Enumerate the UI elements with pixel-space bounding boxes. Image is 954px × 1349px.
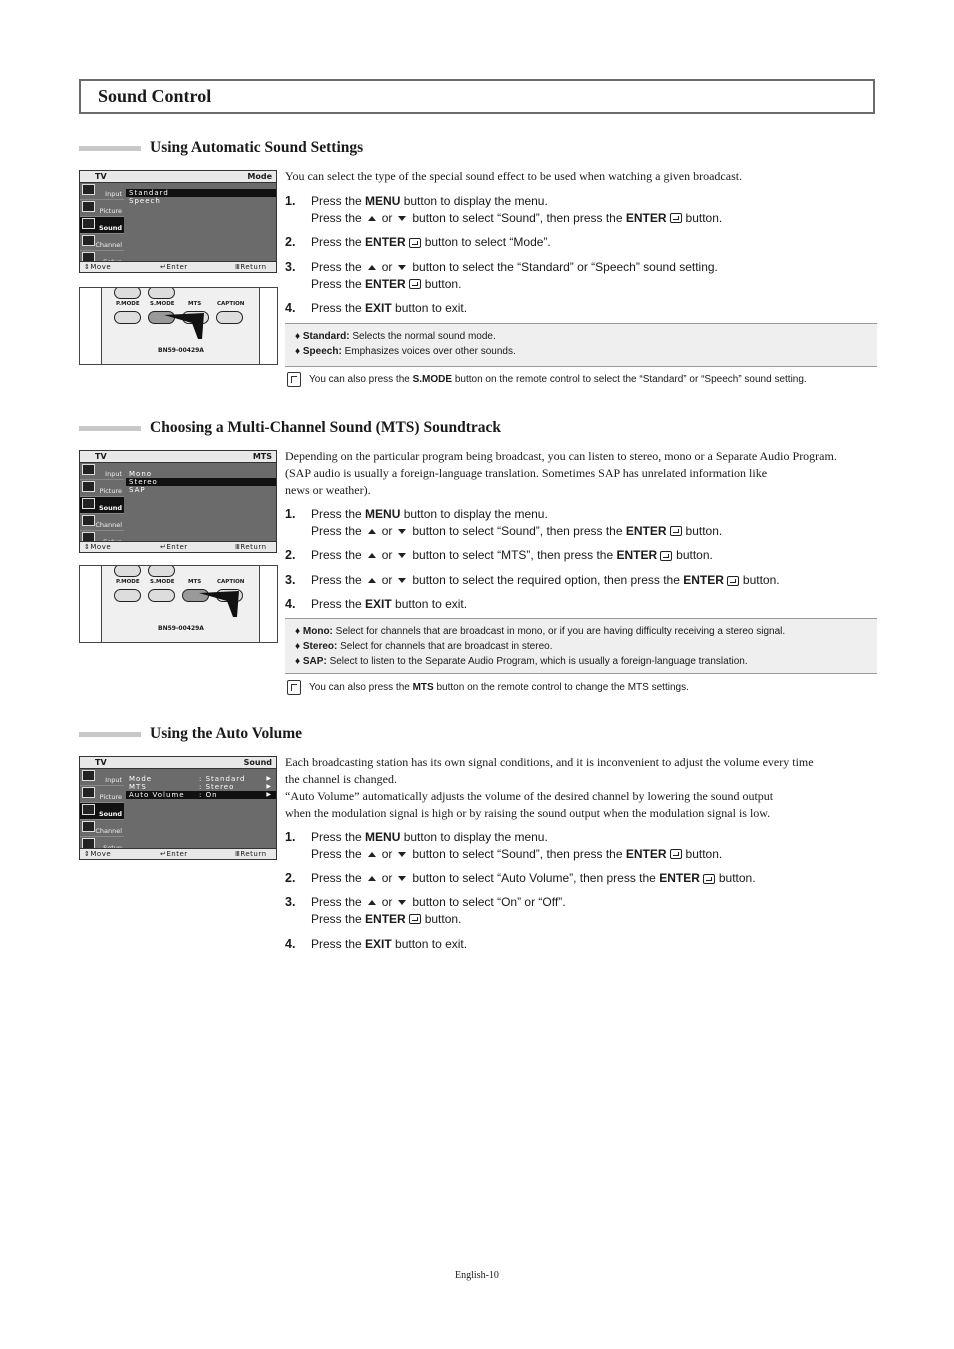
- step-text-part: button to select “MTS”, then press the: [412, 548, 617, 562]
- side-label: Channel: [95, 241, 122, 249]
- down-arrow-icon: [398, 852, 406, 857]
- menu-key: MENU: [365, 830, 401, 844]
- step-text: [311, 829, 722, 862]
- tv-label: TV: [95, 172, 107, 181]
- enter-label: Enter: [166, 850, 188, 858]
- step-text-part: Press the: [311, 194, 366, 208]
- input-icon: [82, 464, 95, 475]
- step-text-part: Press the: [311, 523, 362, 538]
- input-icon: [82, 770, 95, 781]
- step-text-part: Press the: [311, 937, 366, 951]
- step-text-part: Press the: [311, 210, 362, 225]
- note-item: ♦ Standard: Selects the normal sound mode.: [295, 331, 496, 342]
- return-label: Return: [240, 543, 267, 551]
- note-key: SAP:: [302, 656, 327, 667]
- step-text: [311, 547, 713, 564]
- step-text-part: or: [381, 260, 393, 274]
- step-text-part: Press the: [311, 911, 366, 926]
- enter-icon: [409, 914, 421, 924]
- row-value: : On: [199, 791, 218, 799]
- enter-key: ENTER: [625, 523, 667, 538]
- step-text: [311, 894, 566, 927]
- exit-key: EXIT: [365, 301, 392, 315]
- note-value: Select for channels that are broadcast in stereo.: [337, 641, 553, 652]
- down-arrow-icon: [398, 876, 406, 881]
- intro-line: news or weather).: [285, 483, 371, 497]
- step-text-part: Press the: [311, 235, 366, 249]
- return-hint: ⅢReturn: [235, 263, 267, 271]
- step-number: 3.: [285, 573, 296, 587]
- step-text-part: button to select “Sound”, then press the: [412, 210, 626, 225]
- down-arrow-icon: [398, 265, 406, 270]
- side-label: Picture: [99, 793, 122, 801]
- up-arrow-icon: [368, 553, 376, 558]
- enter-icon: [409, 238, 421, 248]
- up-arrow-icon: [368, 265, 376, 270]
- remote-body: [101, 565, 260, 643]
- step-text-part: button.: [685, 846, 723, 861]
- step-text-part: button to display the menu.: [400, 507, 548, 521]
- speaker-icon: [82, 498, 95, 509]
- step-text-part: button.: [676, 548, 713, 562]
- side-item-picture: [80, 200, 124, 217]
- remote-label: MTS: [188, 579, 202, 585]
- step-text: [311, 596, 467, 613]
- side-item-channel: [80, 234, 124, 251]
- side-label: Sound: [98, 224, 122, 232]
- enter-key: ENTER: [659, 871, 700, 885]
- step-number: 1.: [285, 194, 296, 208]
- row-key: MTS: [129, 783, 147, 791]
- remote-image-smode: [79, 287, 278, 365]
- section-heading-text: Using Automatic Sound Settings: [150, 139, 364, 156]
- step-text-part: or: [381, 846, 393, 861]
- menu-title: Sound: [243, 758, 272, 767]
- down-arrow-icon: [398, 553, 406, 558]
- side-label: Picture: [99, 207, 122, 215]
- tv-side-menu: [80, 769, 124, 854]
- note-value: Select for channels that are broadcast in mono, or if you are having difficulty receiving a stereo signal.: [332, 626, 786, 637]
- menu-option: Mono: [129, 470, 153, 478]
- intro-line: (SAP audio is usually a foreign-language translation. Sometimes SAP has unrelated information like: [285, 466, 768, 480]
- remote-label: CAPTION: [217, 579, 245, 585]
- return-label: Return: [240, 263, 267, 271]
- exit-key: EXIT: [365, 937, 392, 951]
- antenna-icon: [82, 515, 95, 526]
- enter-key: ENTER: [365, 235, 406, 249]
- move-label: Move: [90, 543, 112, 551]
- step-text-part: button to display the menu.: [400, 830, 548, 844]
- return-hint: ⅢReturn: [235, 850, 267, 858]
- tip-text: You can also press the: [309, 374, 413, 386]
- step-text-part: button to select “Sound”, then press the: [412, 846, 626, 861]
- enter-key: ENTER: [683, 573, 724, 587]
- note-key: Speech:: [302, 346, 342, 357]
- side-item-channel: [80, 514, 124, 531]
- picture-icon: [82, 201, 95, 212]
- speaker-icon: [82, 804, 95, 815]
- remote-label: S.MODE: [150, 579, 175, 585]
- step-number: 3.: [285, 260, 296, 274]
- speaker-icon: [82, 218, 95, 229]
- intro-line: the channel is changed.: [285, 772, 397, 786]
- menu-title: Mode: [247, 172, 272, 181]
- enter-hint: ↵Enter: [160, 263, 188, 271]
- row-key: Mode: [129, 775, 153, 783]
- step-text-part: or: [381, 573, 393, 587]
- side-label: Input: [105, 190, 122, 198]
- note-icon: [287, 372, 301, 387]
- step-text-part: or: [381, 895, 393, 909]
- tv-main-menu: [126, 189, 276, 205]
- up-arrow-icon: [368, 852, 376, 857]
- side-label: Input: [105, 776, 122, 784]
- step-text: [311, 936, 467, 953]
- step-number: 4.: [285, 597, 296, 611]
- step-text: [311, 234, 551, 251]
- remote-button: [114, 589, 141, 602]
- up-arrow-icon: [368, 876, 376, 881]
- remote-label: CAPTION: [217, 301, 245, 307]
- down-arrow-icon: [398, 216, 406, 221]
- remote-model: BN59-00429A: [158, 625, 204, 632]
- enter-icon: [670, 213, 682, 223]
- step-text-part: button.: [685, 523, 723, 538]
- step-text-part: or: [381, 210, 393, 225]
- step-number: 4.: [285, 301, 296, 315]
- remote-label: S.MODE: [150, 301, 175, 307]
- menu-title: MTS: [252, 452, 272, 461]
- move-hint: ⇕Move: [84, 263, 112, 271]
- step-text-part: Press the: [311, 830, 366, 844]
- mts-key: MTS: [412, 682, 434, 694]
- row-value: : Stereo: [199, 783, 235, 791]
- enter-icon: [727, 576, 739, 586]
- side-item-sound: [80, 217, 124, 234]
- down-arrow-icon: [398, 529, 406, 534]
- heading-bar: [79, 426, 141, 431]
- options-note: [285, 323, 877, 367]
- enter-key: ENTER: [365, 911, 406, 926]
- enter-icon: [660, 551, 672, 561]
- enter-icon: [703, 874, 715, 884]
- remote-button: [114, 311, 141, 324]
- step-text-part: button to select the “Standard” or “Speech” sound setting.: [412, 260, 718, 274]
- step-text-part: button to select “On” or “Off”.: [412, 895, 566, 909]
- side-item-sound: [80, 497, 124, 514]
- step-text-part: Press the: [311, 846, 362, 861]
- step-text-part: button to exit.: [391, 301, 468, 315]
- side-item-input: [80, 183, 124, 200]
- side-label: Input: [105, 470, 122, 478]
- note-icon: [287, 680, 301, 695]
- page-title: Sound Control: [98, 86, 212, 106]
- section-intro: [285, 754, 875, 822]
- note-item: ♦ Stereo: Select for channels that are broadcast in stereo.: [295, 641, 553, 652]
- remote-button: [148, 589, 175, 602]
- step-text-part: button.: [742, 573, 780, 587]
- side-item-picture: [80, 480, 124, 497]
- tip-note: [287, 372, 807, 387]
- intro-line: “Auto Volume” automatically adjusts the volume of the desired channel by lowering the sound output: [285, 789, 774, 803]
- move-hint: ⇕Move: [84, 543, 112, 551]
- step-text-part: button to exit.: [391, 597, 468, 611]
- step-text-part: button to exit.: [391, 937, 468, 951]
- row-key: Auto Volume: [129, 791, 185, 799]
- step-text-part: button.: [424, 911, 462, 926]
- page-footer: English-10: [455, 1270, 499, 1281]
- intro-line: when the modulation signal is high or by raising the sound output when the modulation signal is low.: [285, 806, 771, 820]
- side-label: Channel: [95, 827, 122, 835]
- step-text-part: or: [381, 871, 393, 885]
- tv-side-menu: [80, 463, 124, 548]
- step-text-part: or: [381, 523, 393, 538]
- side-item-input: [80, 769, 124, 786]
- tv-bottom-bar: [80, 541, 276, 552]
- up-arrow-icon: [368, 578, 376, 583]
- remote-button: [148, 565, 175, 577]
- tv-label: TV: [95, 452, 107, 461]
- step-text: [311, 506, 722, 539]
- menu-option: Speech: [129, 197, 161, 205]
- input-icon: [82, 184, 95, 195]
- side-item-input: [80, 463, 124, 480]
- step-text-part: Press the: [311, 276, 366, 291]
- return-label: Return: [240, 850, 267, 858]
- note-item: ♦ Mono: Select for channels that are broadcast in mono, or if you are having difficulty receiving a stereo signal.: [295, 626, 786, 637]
- tv-label: TV: [95, 758, 107, 767]
- remote-button: [216, 311, 243, 324]
- step-text-part: button.: [424, 276, 462, 291]
- side-label: Sound: [98, 810, 122, 818]
- note-value: Emphasizes voices over other sounds.: [341, 346, 516, 357]
- enter-icon: [670, 526, 682, 536]
- step-text-part: Press the: [311, 507, 366, 521]
- heading-bar: [79, 732, 141, 737]
- step-text-part: button.: [718, 871, 756, 885]
- section-heading-text: Choosing a Multi-Channel Sound (MTS) Soundtrack: [150, 419, 501, 436]
- step-text-part: Press the: [311, 301, 366, 315]
- move-label: Move: [90, 263, 112, 271]
- arrow-right-icon: ▶: [266, 791, 272, 798]
- menu-row: [126, 791, 276, 799]
- arrow-right-icon: ▶: [266, 775, 272, 782]
- tip-text: button on the remote control to change the MTS settings.: [433, 682, 689, 694]
- step-number: 2.: [285, 871, 296, 885]
- note-value: Selects the normal sound mode.: [349, 331, 496, 342]
- hand-pointer-icon: [162, 311, 212, 341]
- up-arrow-icon: [368, 900, 376, 905]
- tv-main-menu: [126, 775, 276, 799]
- step-text: [311, 572, 780, 589]
- step-text-part: button to select “Auto Volume”, then press the: [412, 871, 660, 885]
- step-number: 3.: [285, 895, 296, 909]
- note-key: Mono:: [302, 626, 333, 637]
- step-number: 2.: [285, 548, 296, 562]
- page-title-box: [79, 79, 875, 114]
- return-hint: ⅢReturn: [235, 543, 267, 551]
- intro-line: Depending on the particular program being broadcast, you can listen to stereo, mono or a Separate Audio Program.: [285, 449, 837, 463]
- step-text-part: Press the: [311, 573, 362, 587]
- enter-key: ENTER: [625, 210, 667, 225]
- menu-option: SAP: [129, 486, 146, 494]
- picture-icon: [82, 787, 95, 798]
- note-item: ♦ Speech: Emphasizes voices over other sounds.: [295, 346, 516, 357]
- menu-key: MENU: [365, 507, 401, 521]
- step-text-part: Press the: [311, 260, 362, 274]
- up-arrow-icon: [368, 216, 376, 221]
- tv-main-menu: [126, 470, 276, 494]
- section-heading-text: Using the Auto Volume: [150, 725, 303, 742]
- step-text-part: Press the: [311, 871, 362, 885]
- step-text-part: button to select “Mode”.: [424, 235, 551, 249]
- remote-button: [114, 565, 141, 577]
- step-text-part: Press the: [311, 548, 362, 562]
- antenna-icon: [82, 821, 95, 832]
- remote-image-mts: [79, 565, 278, 643]
- note-value: Select to listen to the Separate Audio Program, which is usually a foreign-language translation.: [326, 656, 748, 667]
- exit-key: EXIT: [365, 597, 392, 611]
- step-text-part: button.: [685, 210, 723, 225]
- hand-pointer-icon: [197, 589, 247, 619]
- enter-icon: [670, 849, 682, 859]
- side-item-channel: [80, 820, 124, 837]
- step-number: 1.: [285, 830, 296, 844]
- step-number: 4.: [285, 937, 296, 951]
- remote-button: [148, 287, 175, 299]
- remote-model: BN59-00429A: [158, 347, 204, 354]
- down-arrow-icon: [398, 900, 406, 905]
- enter-hint: ↵Enter: [160, 543, 188, 551]
- remote-label: P.MODE: [116, 301, 140, 307]
- menu-row: [126, 783, 276, 791]
- side-item-sound: [80, 803, 124, 820]
- side-item-picture: [80, 786, 124, 803]
- up-arrow-icon: [368, 529, 376, 534]
- menu-key: MENU: [365, 194, 401, 208]
- enter-key: ENTER: [616, 548, 658, 562]
- tv-bottom-bar: [80, 848, 276, 859]
- enter-key: ENTER: [365, 276, 406, 291]
- step-text-part: Press the: [311, 597, 366, 611]
- tv-bottom-bar: [80, 261, 276, 272]
- tv-menu-mts: [79, 450, 277, 553]
- remote-label: P.MODE: [116, 579, 140, 585]
- row-value: : Standard: [199, 775, 246, 783]
- step-number: 1.: [285, 507, 296, 521]
- enter-hint: ↵Enter: [160, 850, 188, 858]
- section-intro: You can select the type of the special sound effect to be used when watching a given broadcast.: [285, 169, 743, 183]
- options-note: [285, 618, 877, 674]
- picture-icon: [82, 481, 95, 492]
- menu-option: Standard: [126, 189, 276, 197]
- tv-side-menu: [80, 183, 124, 268]
- menu-option: Stereo: [126, 478, 276, 486]
- remote-button: [114, 287, 141, 299]
- tv-menu-sound: [79, 756, 277, 860]
- step-text-part: button to select the required option, then press the: [412, 573, 684, 587]
- heading-bar: [79, 146, 141, 151]
- remote-label: MTS: [188, 301, 202, 307]
- tip-text: button on the remote control to select the “Standard” or “Speech” sound setting.: [452, 374, 807, 386]
- side-label: Picture: [99, 487, 122, 495]
- step-text: [311, 870, 756, 887]
- step-text-part: button to select “Sound”, then press the: [412, 523, 626, 538]
- step-text: [311, 259, 718, 292]
- step-text: [311, 300, 467, 317]
- tip-text: You can also press the: [309, 682, 413, 694]
- step-number: 2.: [285, 235, 296, 249]
- antenna-icon: [82, 235, 95, 246]
- step-text-part: button to display the menu.: [400, 194, 548, 208]
- note-key: Standard:: [302, 331, 350, 342]
- enter-label: Enter: [166, 543, 188, 551]
- note-item: ♦ SAP: Select to listen to the Separate Audio Program, which is usually a foreign-language translation.: [295, 656, 748, 667]
- enter-label: Enter: [166, 263, 188, 271]
- menu-row: [126, 775, 276, 783]
- side-label: Channel: [95, 521, 122, 529]
- down-arrow-icon: [398, 578, 406, 583]
- enter-icon: [409, 279, 421, 289]
- section-intro: [285, 448, 875, 499]
- enter-key: ENTER: [625, 846, 667, 861]
- step-text-part: or: [381, 548, 393, 562]
- step-text-part: Press the: [311, 895, 362, 909]
- step-text: [311, 193, 722, 226]
- note-key: Stereo:: [302, 641, 338, 652]
- move-label: Move: [90, 850, 112, 858]
- remote-body: [101, 287, 260, 365]
- tip-note: [287, 680, 689, 695]
- smode-key: S.MODE: [412, 374, 453, 386]
- side-label: Sound: [98, 504, 122, 512]
- arrow-right-icon: ▶: [266, 783, 272, 790]
- move-hint: ⇕Move: [84, 850, 112, 858]
- tv-menu-mode: [79, 170, 277, 273]
- intro-line: Each broadcasting station has its own signal conditions, and it is inconvenient to adjust the volume every time: [285, 755, 814, 769]
